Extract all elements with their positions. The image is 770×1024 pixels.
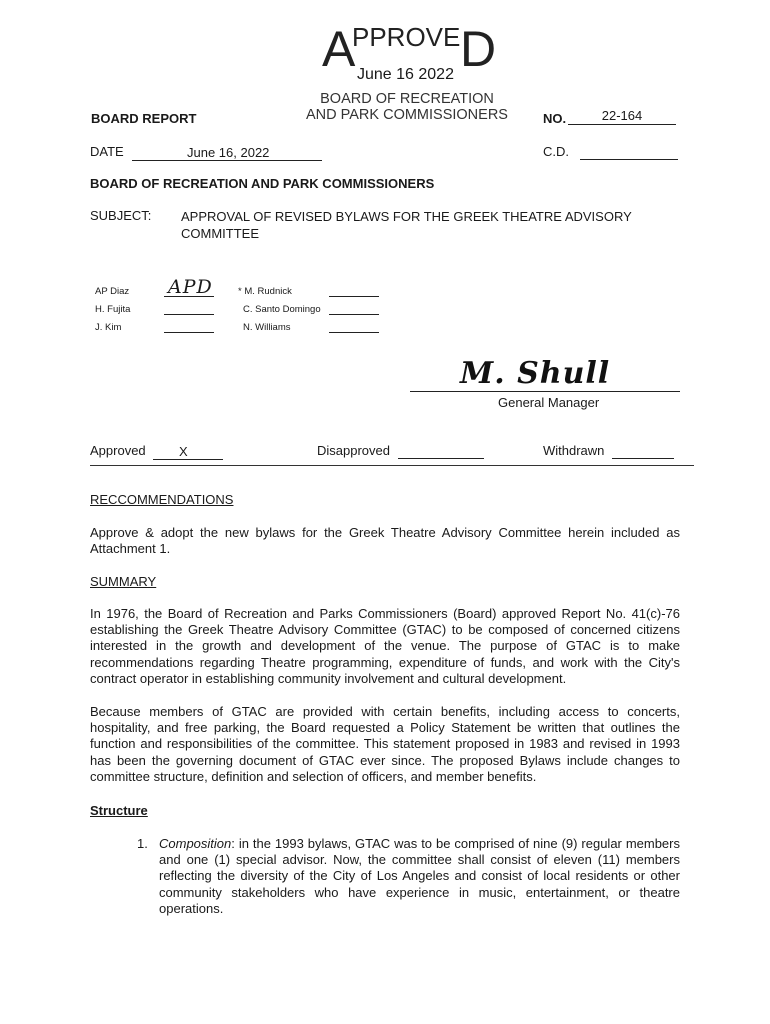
- commissioner-right-3: N. Williams: [243, 322, 291, 333]
- date-value: June 16, 2022: [132, 145, 322, 161]
- recommendations-text: Approve & adopt the new bylaws for the Greek Theatre Advisory Committee herein included as Attachment 1.: [90, 525, 680, 557]
- withdrawn-blank-line: [612, 458, 674, 459]
- stamp-letter-d: D: [460, 21, 497, 70]
- summary-paragraph-1: In 1976, the Board of Recreation and Parks Commissioners (Board) approved Report No. 41(c)-76 establishing the Greek Theatre Advisory Committee (GTAC) to be composed of concerned citizens interested in the growth and development of the venue. The purpose of GTAC is to make recommendations regarding Theatre programming, expenditure of funds, and work with the City's contract operator in establishing community involvement and cultural development.: [90, 606, 680, 686]
- cd-label: C.D.: [543, 144, 569, 159]
- commissioner-right-2: C. Santo Domingo: [243, 304, 321, 315]
- report-number-value: 22-164: [568, 108, 676, 125]
- signature-line-right-3: [329, 332, 379, 333]
- commissioner-left-3: J. Kim: [95, 322, 122, 333]
- stamp-board-name: [296, 91, 518, 123]
- subject-text: [181, 208, 632, 242]
- recommendations-heading: RECCOMMENDATIONS: [90, 492, 234, 507]
- stamp-letters-middle: PPROVE: [352, 22, 461, 52]
- summary-paragraph-2: Because members of GTAC are provided with certain benefits, including access to concerts, hospitality, and free parking, the Board requested a Policy Statement be written that outlines the function and responsibilities of the committee. This statement proposed in 1983 and revised in 1993 has been the governing document of GTAC ever since. The proposed Bylaws include changes to committee structure, definition and selection of officers, and member benefits.: [90, 704, 680, 784]
- subject-line2: COMMITTEE: [181, 226, 259, 241]
- stamp-board-line2: AND PARK COMMISSIONERS: [306, 107, 508, 123]
- board-title: BOARD OF RECREATION AND PARK COMMISSIONERS: [90, 176, 435, 191]
- approved-mark: X: [153, 444, 223, 460]
- commissioner-left-2: H. Fujita: [95, 304, 131, 315]
- gm-signature: M. Shull: [460, 356, 611, 391]
- report-number-label: NO.: [543, 111, 567, 126]
- commissioner-left-1: AP Diaz: [95, 286, 130, 297]
- withdrawn-label: Withdrawn: [543, 443, 605, 458]
- commissioner-right-1: * M. Rudnick: [238, 286, 292, 297]
- disapproved-blank-line: [398, 458, 484, 459]
- approved-stamp-word: [322, 18, 502, 70]
- approved-label: Approved: [90, 443, 146, 458]
- date-label: DATE: [90, 144, 124, 159]
- signature-line-left-2: [164, 314, 214, 315]
- signature-line-right-1: [329, 296, 379, 297]
- signature-line-left-3: [164, 332, 214, 333]
- summary-heading: SUMMARY: [90, 574, 157, 589]
- stamp-letter-a: A: [322, 21, 356, 70]
- decision-divider: [90, 465, 694, 466]
- subject-label: SUBJECT:: [90, 208, 152, 223]
- cd-blank-line: [580, 159, 678, 160]
- structure-item-body: : in the 1993 bylaws, GTAC was to be comprised of nine (9) regular members and one (1) special advisor. Now, the committee shall consist of eleven (11) members reflecting the diversity of the City of Los Angeles and consist of local residents or other community stakeholders who have experience in music, entertainment, or theatre operations.: [159, 836, 680, 916]
- stamp-board-line1: BOARD OF RECREATION: [320, 91, 494, 107]
- structure-heading: Structure: [90, 803, 148, 818]
- structure-item-text: [159, 836, 680, 917]
- initials-apd: APD: [168, 276, 213, 298]
- signature-line-right-2: [329, 314, 379, 315]
- board-report-label: BOARD REPORT: [91, 111, 197, 126]
- subject-line1: APPROVAL OF REVISED BYLAWS FOR THE GREEK THEATRE ADVISORY: [181, 209, 632, 224]
- structure-item-term: Composition: [159, 836, 232, 851]
- structure-item-number: 1.: [137, 836, 148, 851]
- gm-title: General Manager: [498, 395, 600, 410]
- gm-signature-line: [410, 391, 680, 392]
- disapproved-label: Disapproved: [317, 443, 390, 458]
- stamp-date: June 16 2022: [357, 66, 454, 83]
